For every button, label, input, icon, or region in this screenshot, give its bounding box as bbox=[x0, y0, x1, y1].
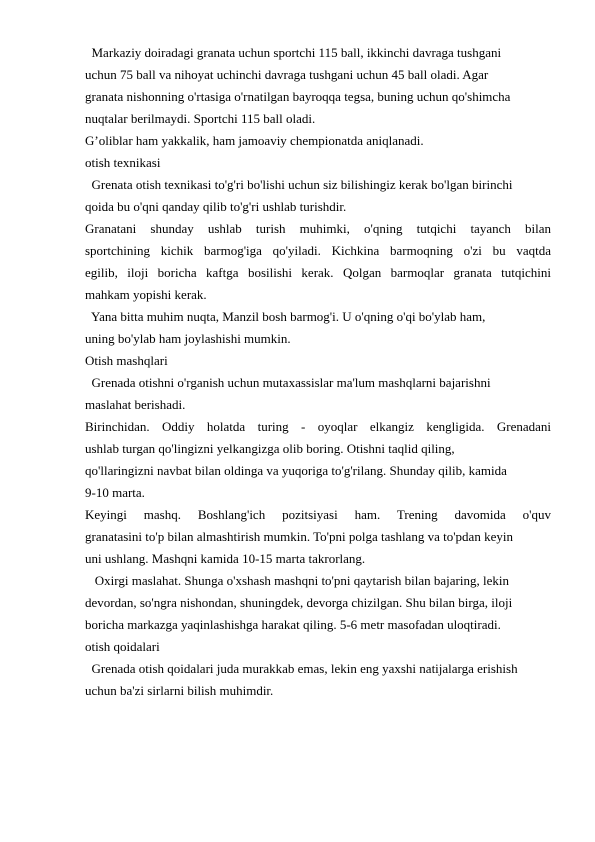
paragraph-line: uchun 75 ball va nihoyat uchinchi davraga tushgani uchun 45 ball oladi. Agar bbox=[85, 67, 489, 82]
paragraph-line: Birinchidan. Oddiy holatda turing - oyoqlar elkangiz kengligida. Grenadani bbox=[85, 419, 551, 434]
paragraph-line: Grenata otish texnikasi to'g'ri bo'lishi uchun siz bilishingiz kerak bo'lgan birinchi bbox=[85, 177, 513, 192]
paragraph-line: 9-10 marta. bbox=[85, 485, 145, 500]
document-page bbox=[85, 42, 551, 702]
paragraph-line: Grenada otish qoidalari juda murakkab emas, lekin eng yaxshi natijalarga erishish bbox=[85, 661, 518, 676]
paragraph-line: uchun ba'zi sirlarni bilish muhimdir. bbox=[85, 683, 274, 698]
paragraph-line: ushlab turgan qo'lingizni yelkangizga olib boring. Otishni taqlid qiling, bbox=[85, 441, 455, 456]
section-heading: otish texnikasi bbox=[85, 155, 161, 170]
paragraph-line: devordan, so'ngra nishondan, shuningdek, devorga chizilgan. Shu bilan birga, iloji bbox=[85, 595, 513, 610]
paragraph-line: uning bo'ylab ham joylashishi mumkin. bbox=[85, 331, 291, 346]
paragraph-line: maslahat berishadi. bbox=[85, 397, 186, 412]
paragraph-line: Keyingi mashq. Boshlang'ich pozitsiyasi ham. Trening davomida o'quv bbox=[85, 507, 551, 522]
paragraph-line: Markaziy doiradagi granata uchun sportchi 115 ball, ikkinchi davraga tushgani bbox=[85, 45, 502, 60]
paragraph-line: Yana bitta muhim nuqta, Manzil bosh barmog'i. U o'qning o'qi bo'ylab ham, bbox=[85, 309, 486, 324]
paragraph-line: nuqtalar berilmaydi. Sportchi 115 ball oladi. bbox=[85, 111, 316, 126]
paragraph-line: granatasini to'p bilan almashtirish mumkin. To'pni polga tashlang va to'pdan keyin bbox=[85, 529, 513, 544]
paragraph-line: boricha markazga yaqinlashishga harakat qiling. 5-6 metr masofadan uloqtiradi. bbox=[85, 617, 501, 632]
section-heading: otish qoidalari bbox=[85, 639, 160, 654]
paragraph-line: egilib, iloji boricha kaftga bosilishi kerak. Qolgan barmoqlar granata tutqichini bbox=[85, 265, 551, 280]
paragraph-line: Grenada otishni o'rganish uchun mutaxassislar ma'lum mashqlarni bajarishni bbox=[85, 375, 491, 390]
paragraph-line: uni ushlang. Mashqni kamida 10-15 marta takrorlang. bbox=[85, 551, 366, 566]
paragraph-line: mahkam yopishi kerak. bbox=[85, 287, 207, 302]
paragraph-line: qoida bu o'qni qanday qilib to'g'ri ushlab turishdir. bbox=[85, 199, 347, 214]
paragraph-line: Granatani shunday ushlab turish muhimki, o'qning tutqichi tayanch bilan bbox=[85, 221, 551, 236]
paragraph-line: sportchining kichik barmog'iga qo'yiladi. Kichkina barmoqning o'zi bu vaqtda bbox=[85, 243, 551, 258]
paragraph-line: G’oliblar ham yakkalik, ham jamoaviy chempionatda aniqlanadi. bbox=[85, 133, 424, 148]
section-heading: Otish mashqlari bbox=[85, 353, 168, 368]
paragraph-line: qo'llaringizni navbat bilan oldinga va yuqoriga to'g'rilang. Shunday qilib, kamida bbox=[85, 463, 507, 478]
paragraph-line: granata nishonning o'rtasiga o'rnatilgan bayroqqa tegsa, buning uchun qo'shimcha bbox=[85, 89, 511, 104]
paragraph-line: Oxirgi maslahat. Shunga o'xshash mashqni to'pni qaytarish bilan bajaring, lekin bbox=[85, 573, 509, 588]
